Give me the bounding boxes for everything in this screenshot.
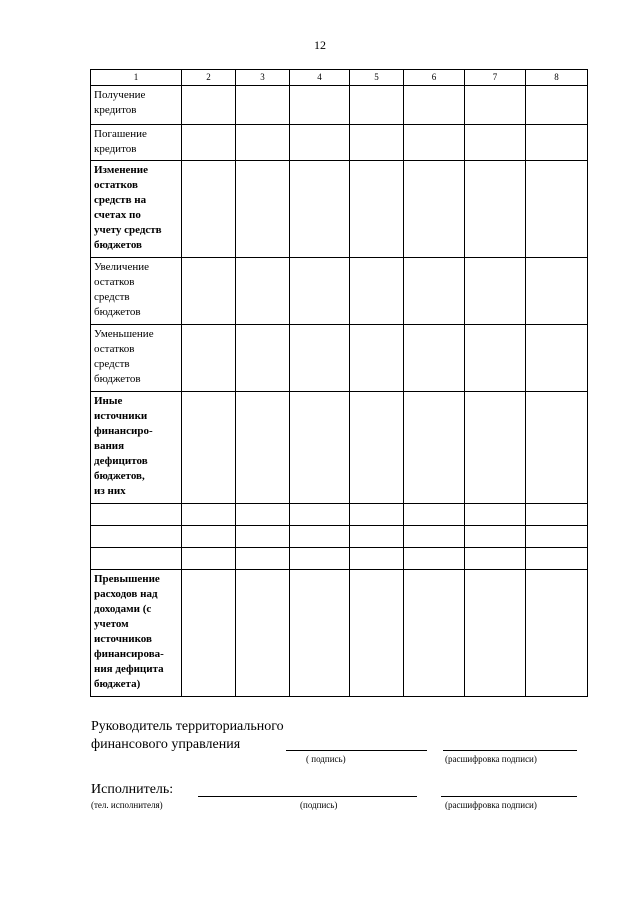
table-cell	[290, 392, 350, 504]
row-label: Получение кредитов	[91, 86, 182, 125]
head-title-line2: финансового управления	[91, 737, 241, 752]
table-cell	[404, 392, 465, 504]
table-cell	[404, 161, 465, 258]
executor-signature-line	[198, 796, 417, 797]
table-row	[91, 125, 588, 161]
head-decode-line	[443, 750, 577, 751]
table-cell	[290, 526, 350, 548]
column-header: 7	[465, 70, 526, 86]
financing-sources-table	[90, 69, 588, 697]
row-label: Увеличение остатков средств бюджетов	[91, 258, 182, 325]
table-cell	[236, 504, 290, 526]
table-row	[91, 161, 588, 258]
table-cell	[290, 86, 350, 125]
table-cell	[350, 161, 404, 258]
table-cell	[526, 504, 588, 526]
page-number: 12	[314, 38, 326, 52]
table-cell	[182, 125, 236, 161]
table-cell	[404, 258, 465, 325]
table-cell	[404, 86, 465, 125]
table-cell	[526, 548, 588, 570]
row-label: Иные источники финансиро- вания дефицитов бюджетов, из них	[91, 392, 182, 504]
column-header: 5	[350, 70, 404, 86]
table-cell	[526, 325, 588, 392]
table-cell	[404, 325, 465, 392]
table-cell	[290, 325, 350, 392]
table-cell	[465, 526, 526, 548]
table-cell	[182, 526, 236, 548]
table-cell	[290, 161, 350, 258]
table-cell	[236, 392, 290, 504]
table-cell	[182, 548, 236, 570]
table-cell	[182, 161, 236, 258]
executor-signature-caption: (подпись)	[300, 800, 338, 810]
table-cell	[404, 548, 465, 570]
table-cell	[350, 258, 404, 325]
table-cell	[236, 325, 290, 392]
table-cell	[404, 570, 465, 697]
table-cell	[526, 161, 588, 258]
row-label: Погашение кредитов	[91, 125, 182, 161]
table-cell	[350, 125, 404, 161]
table-row	[91, 526, 588, 548]
table-cell	[404, 526, 465, 548]
table-cell	[236, 258, 290, 325]
table-cell	[526, 258, 588, 325]
table-cell	[350, 504, 404, 526]
table-cell	[350, 325, 404, 392]
row-label: Изменение остатков средств на счетах по учету средств бюджетов	[91, 161, 182, 258]
table-cell	[182, 570, 236, 697]
table-cell	[526, 125, 588, 161]
table-cell	[526, 86, 588, 125]
table-cell	[290, 570, 350, 697]
table-cell	[350, 392, 404, 504]
table-row	[91, 86, 588, 125]
table-cell	[465, 161, 526, 258]
row-label	[91, 504, 182, 526]
table-header-row	[91, 70, 588, 86]
table-cell	[350, 526, 404, 548]
column-header: 1	[91, 70, 182, 86]
table-row	[91, 392, 588, 504]
head-signature-caption: ( подпись)	[306, 754, 346, 764]
table-cell	[465, 570, 526, 697]
table-row	[91, 504, 588, 526]
table-cell	[182, 86, 236, 125]
row-label	[91, 526, 182, 548]
table-cell	[236, 86, 290, 125]
column-header: 3	[236, 70, 290, 86]
column-header: 6	[404, 70, 465, 86]
table-cell	[350, 86, 404, 125]
table-cell	[236, 570, 290, 697]
table-cell	[526, 392, 588, 504]
table-cell	[350, 548, 404, 570]
table-cell	[290, 125, 350, 161]
column-header: 4	[290, 70, 350, 86]
head-decode-caption: (расшифровка подписи)	[445, 754, 537, 764]
table-cell	[404, 125, 465, 161]
row-label	[91, 548, 182, 570]
table-cell	[290, 548, 350, 570]
executor-decode-caption: (расшифровка подписи)	[445, 800, 537, 810]
table-cell	[236, 526, 290, 548]
table-cell	[236, 548, 290, 570]
table-cell	[182, 258, 236, 325]
table-cell	[465, 86, 526, 125]
table-cell	[465, 125, 526, 161]
table-cell	[182, 504, 236, 526]
table-cell	[236, 161, 290, 258]
row-label: Уменьшение остатков средств бюджетов	[91, 325, 182, 392]
table-cell	[526, 570, 588, 697]
table-row	[91, 258, 588, 325]
table-cell	[236, 125, 290, 161]
table-cell	[290, 504, 350, 526]
table-row	[91, 325, 588, 392]
executor-phone-caption: (тел. исполнителя)	[91, 800, 163, 810]
table-cell	[404, 504, 465, 526]
table-cell	[526, 526, 588, 548]
table-cell	[465, 392, 526, 504]
table-cell	[465, 548, 526, 570]
table-cell	[465, 258, 526, 325]
table-cell	[182, 392, 236, 504]
table-cell	[290, 258, 350, 325]
head-signature-line	[286, 750, 427, 751]
executor-label: Исполнитель:	[91, 782, 174, 797]
column-header: 2	[182, 70, 236, 86]
table-cell	[465, 504, 526, 526]
column-header: 8	[526, 70, 588, 86]
executor-decode-line	[441, 796, 577, 797]
head-title-line1: Руководитель территориального	[91, 719, 284, 734]
table-row	[91, 548, 588, 570]
table-row	[91, 570, 588, 697]
table-cell	[182, 325, 236, 392]
table-cell	[465, 325, 526, 392]
row-label: Превышение расходов над доходами (с учетом источников финансирова- ния дефицита бюджета)	[91, 570, 182, 697]
table-cell	[350, 570, 404, 697]
